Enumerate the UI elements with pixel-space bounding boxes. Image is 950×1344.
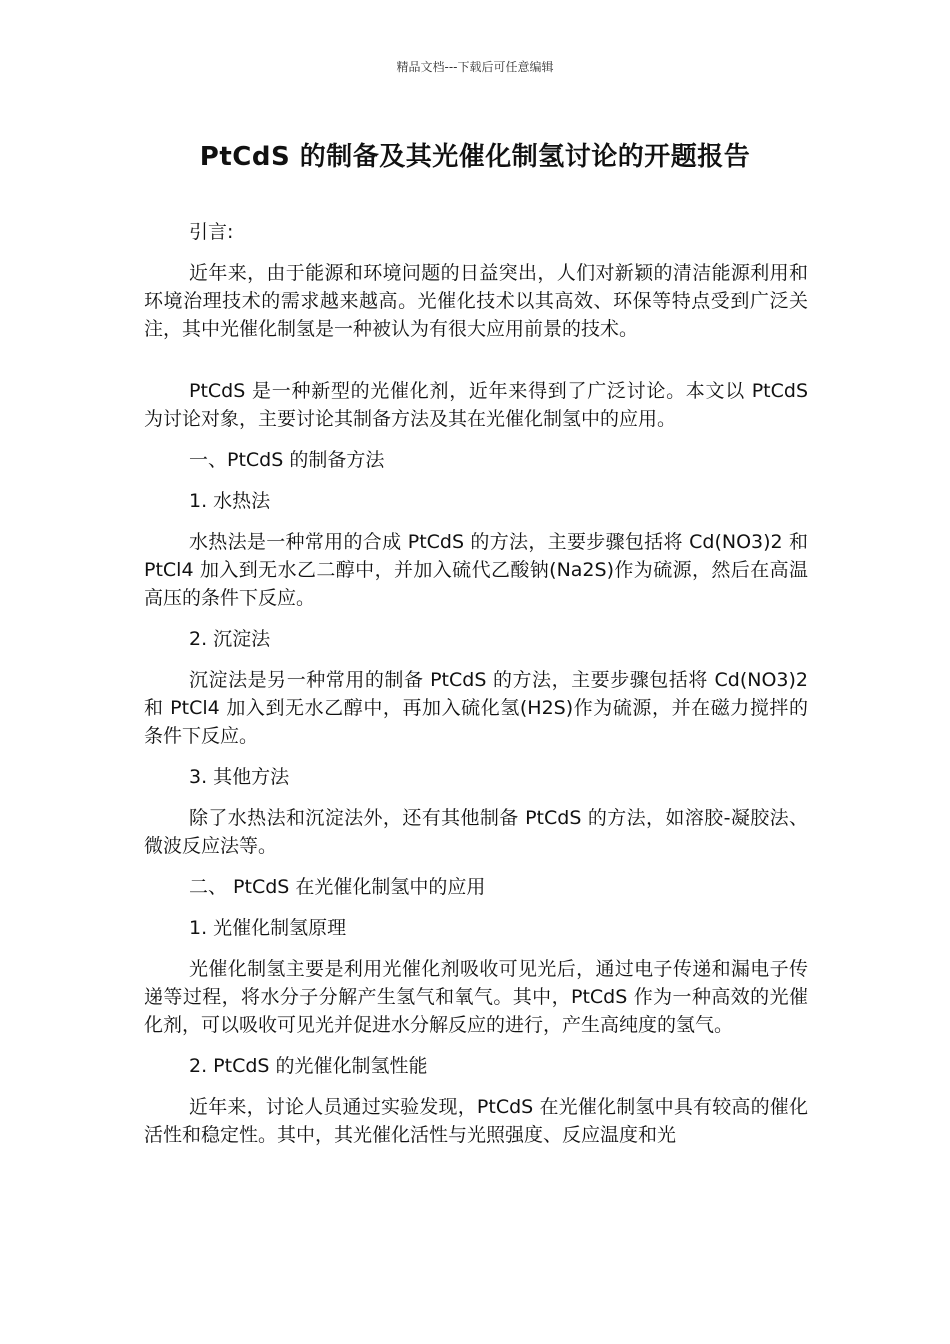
- section-1-sub-3-paragraph: 除了水热法和沉淀法外，还有其他制备 PtCdS 的方法，如溶胶-凝胶法、微波反应法等。: [144, 807, 808, 857]
- section-1-heading: 一、PtCdS 的制备方法: [189, 449, 385, 471]
- section-2-sub-2-paragraph: 近年来，讨论人员通过实验发现，PtCdS 在光催化制氢中具有较高的催化活性和稳定性。其中，其光催化活性与光照强度、反应温度和光: [144, 1096, 808, 1146]
- section-1-sub-1-paragraph: 水热法是一种常用的合成 PtCdS 的方法，主要步骤包括将 Cd(NO3)2 和 PtCl4 加入到无水乙二醇中，并加入硫代乙酸钠(Na2S)作为硫源，然后在高温高压的条件下反应。: [144, 531, 808, 609]
- page-header: 精品文档---下载后可任意编辑: [396, 60, 554, 74]
- document-body: [144, 218, 808, 1162]
- document-title: PtCdS 的制备及其光催化制氢讨论的开题报告: [199, 142, 751, 172]
- section-2-heading: 二、 PtCdS 在光催化制氢中的应用: [189, 876, 486, 898]
- section-1-sub-2-heading: 2. 沉淀法: [189, 628, 271, 650]
- section-2-sub-1-paragraph: 光催化制氢主要是利用光催化剂吸收可见光后，通过电子传递和漏电子传递等过程，将水分子分解产生氢气和氧气。其中，PtCdS 作为一种高效的光催化剂，可以吸收可见光并促进水分解反应的进行，产生高纯度的氢气。: [144, 958, 808, 1036]
- section-1-sub-3-heading: 3. 其他方法: [189, 766, 290, 788]
- section-1-sub-1-heading: 1. 水热法: [189, 490, 271, 512]
- intro-paragraph-1: 近年来，由于能源和环境问题的日益突出，人们对新颖的清洁能源利用和环境治理技术的需求越来越高。光催化技术以其高效、环保等特点受到广泛关注，其中光催化制氢是一种被认为有很大应用前景的技术。: [144, 262, 808, 340]
- intro-paragraph-2: PtCdS 是一种新型的光催化剂，近年来得到了广泛讨论。本文以 PtCdS 为讨论对象，主要讨论其制备方法及其在光催化制氢中的应用。: [144, 380, 808, 430]
- section-1-sub-2-paragraph: 沉淀法是另一种常用的制备 PtCdS 的方法，主要步骤包括将 Cd(NO3)2 和 PtCl4 加入到无水乙醇中，再加入硫化氢(H2S)作为硫源，并在磁力搅拌的条件下反应。: [144, 669, 808, 747]
- section-2-sub-1-heading: 1. 光催化制氢原理: [189, 917, 347, 939]
- section-2-sub-2-heading: 2. PtCdS 的光催化制氢性能: [189, 1055, 428, 1077]
- intro-label: 引言:: [189, 221, 234, 243]
